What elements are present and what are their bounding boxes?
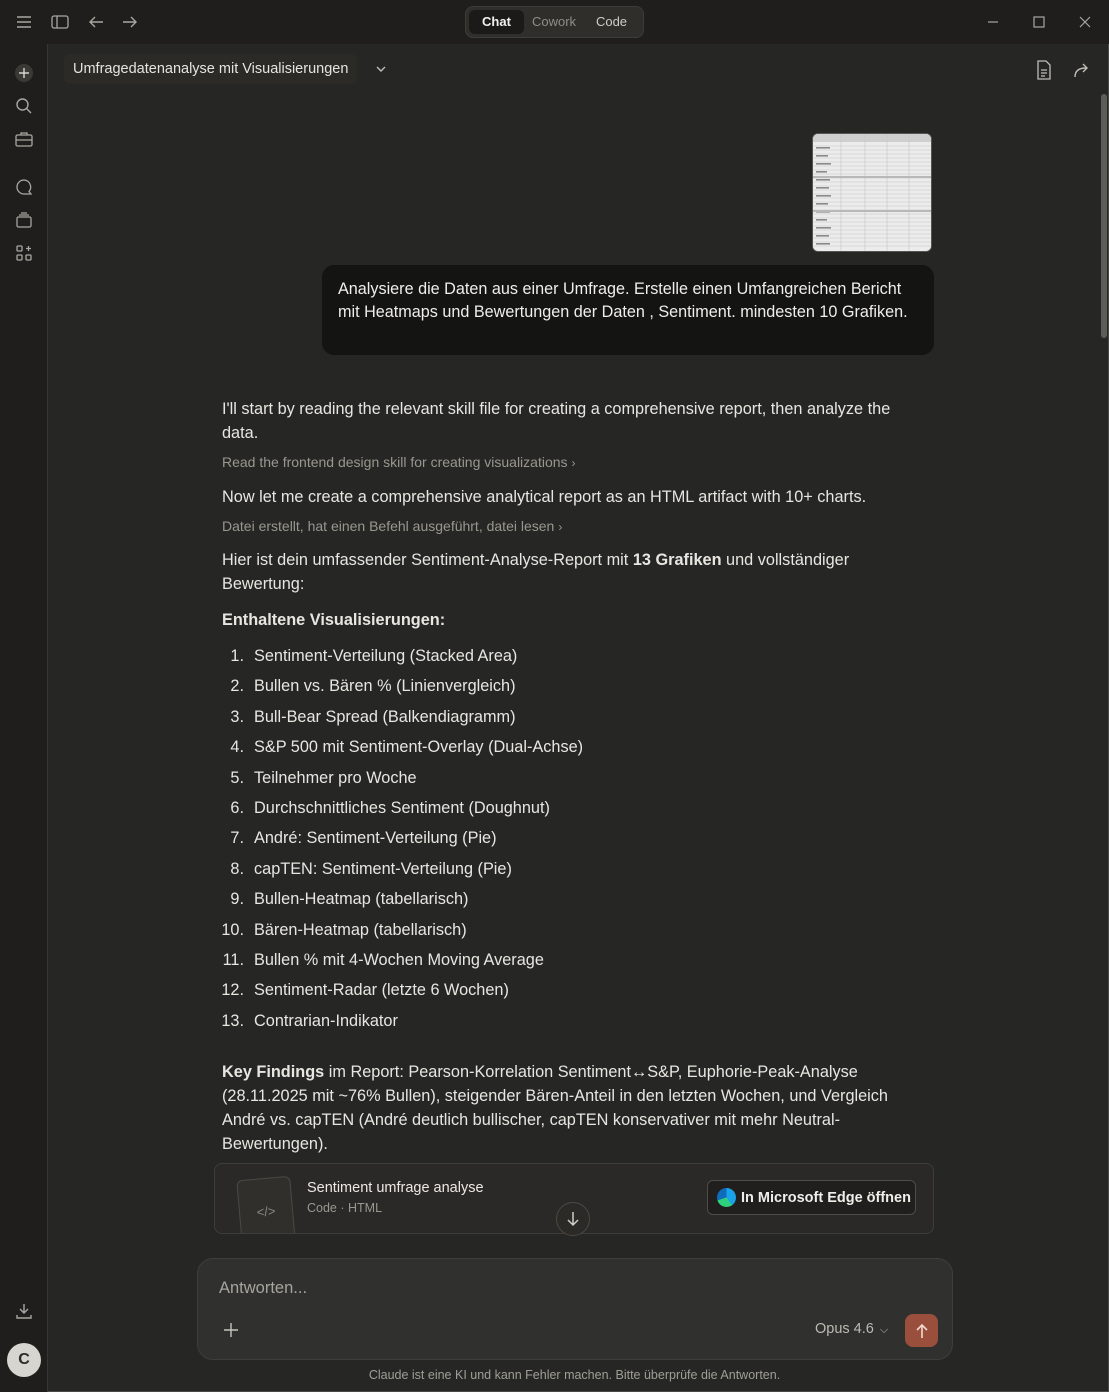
list-item-number: 10. bbox=[221, 920, 244, 939]
tab-cowork[interactable]: Cowork bbox=[531, 14, 577, 29]
list-item-number: 7. bbox=[230, 829, 244, 848]
list-item-label: André: Sentiment-Verteilung (Pie) bbox=[254, 829, 497, 848]
code-file-icon: </> bbox=[236, 1176, 296, 1234]
search-icon[interactable] bbox=[13, 95, 35, 117]
list-item bbox=[216, 732, 816, 762]
send-button[interactable] bbox=[905, 1314, 938, 1347]
mode-switcher bbox=[465, 6, 644, 38]
list-item-label: S&P 500 mit Sentiment-Overlay (Dual-Achse) bbox=[254, 738, 584, 757]
user-message: Analysiere die Daten aus einer Umfrage. Erstelle einen Umfangreichen Bericht mit Heatmaps und Bewertungen der Daten , Sentiment. mindesten 10 Grafiken. bbox=[322, 265, 934, 355]
list-item-label: Bullen % mit 4-Wochen Moving Average bbox=[254, 950, 544, 969]
tab-chat[interactable]: Chat bbox=[469, 10, 524, 34]
arrow-down-icon bbox=[566, 1211, 580, 1227]
list-item bbox=[216, 641, 816, 671]
assistant-intro: I'll start by reading the relevant skill file for creating a comprehensive report, then analyze the data. bbox=[222, 400, 891, 442]
download-icon[interactable] bbox=[13, 1300, 35, 1322]
findings-text: im Report: Pearson-Korrelation Sentiment↔S&P, Euphorie-Peak-Analyse (28.11.2025 mit ~76% Bullen), steigender Bären-Anteil in den letzten Wochen, und Vergleich André vs. capTEN (André deutlich bullischer, capTEN konservativer mit mehr Neutral-Bewertungen). bbox=[222, 1063, 888, 1153]
new-chat-icon[interactable] bbox=[13, 62, 35, 84]
conversation-title[interactable]: Umfragedatenanalyse mit Visualisierungen bbox=[64, 54, 357, 84]
tab-code[interactable]: Code bbox=[595, 14, 628, 29]
document-icon[interactable] bbox=[1035, 60, 1055, 80]
projects-icon[interactable] bbox=[13, 128, 35, 150]
tool-step-label: Datei erstellt, hat einen Befehl ausgeführt, datei lesen bbox=[222, 518, 555, 534]
chevron-down-icon[interactable] bbox=[372, 60, 390, 78]
list-item-number: 5. bbox=[230, 768, 244, 787]
list-item-number: 11. bbox=[222, 950, 244, 969]
list-item-number: 12. bbox=[221, 981, 244, 1000]
list-item bbox=[216, 1006, 816, 1036]
list-item bbox=[216, 793, 816, 823]
open-in-edge-label: In Microsoft Edge öffnen bbox=[741, 1189, 911, 1206]
artifacts-icon[interactable] bbox=[13, 209, 35, 231]
list-item-number: 9. bbox=[230, 890, 244, 909]
list-item bbox=[216, 975, 816, 1005]
disclaimer: Claude ist eine KI und kann Fehler machen. Bitte überprüfe die Antworten. bbox=[368, 1368, 781, 1382]
list-item bbox=[216, 884, 816, 914]
summary-text-end: und vollständiger Bewertung: bbox=[222, 551, 850, 593]
list-item bbox=[216, 823, 816, 853]
list-item-number: 13. bbox=[221, 1011, 244, 1030]
list-item-label: Bullen-Heatmap (tabellarisch) bbox=[254, 890, 469, 909]
title-bar bbox=[0, 0, 1109, 44]
key-findings bbox=[222, 1060, 912, 1156]
attached-image-thumbnail[interactable] bbox=[812, 133, 932, 252]
list-heading: Enthaltene Visualisierungen: bbox=[222, 611, 446, 629]
model-label: Opus 4.6 bbox=[815, 1321, 874, 1337]
list-item-number: 8. bbox=[230, 859, 244, 878]
list-item bbox=[216, 915, 816, 945]
list-item-label: Teilnehmer pro Woche bbox=[254, 768, 417, 787]
chevron-right-icon: › bbox=[571, 456, 576, 470]
composer bbox=[197, 1258, 953, 1360]
edge-icon bbox=[717, 1188, 736, 1207]
list-item-number: 1. bbox=[230, 647, 244, 665]
list-item-label: capTEN: Sentiment-Verteilung (Pie) bbox=[254, 859, 512, 878]
visualization-list bbox=[216, 641, 816, 1036]
tool-step-label: Read the frontend design skill for creating visualizations bbox=[222, 454, 568, 470]
forward-arrow-icon[interactable] bbox=[119, 11, 141, 33]
customize-icon[interactable] bbox=[13, 242, 35, 264]
tool-step-create-file[interactable] bbox=[222, 518, 562, 534]
list-item-number: 4. bbox=[230, 738, 244, 757]
list-item-label: Sentiment-Radar (letzte 6 Wochen) bbox=[254, 981, 509, 1000]
share-icon[interactable] bbox=[1072, 60, 1092, 80]
assistant-summary bbox=[222, 548, 912, 596]
arrow-up-icon bbox=[915, 1323, 929, 1339]
findings-label: Key Findings bbox=[222, 1063, 325, 1081]
reply-input[interactable]: Antworten... bbox=[219, 1279, 308, 1297]
summary-bold: 13 Grafiken bbox=[632, 551, 722, 569]
minimize-icon[interactable] bbox=[982, 11, 1004, 33]
list-item-number: 6. bbox=[230, 798, 244, 817]
list-item bbox=[216, 671, 816, 701]
tool-step-read-skill[interactable] bbox=[222, 454, 576, 470]
list-item-label: Bären-Heatmap (tabellarisch) bbox=[254, 920, 467, 939]
artifact-subtitle: Code · HTML bbox=[307, 1201, 383, 1215]
avatar[interactable]: C bbox=[7, 1343, 41, 1377]
summary-text: Hier ist dein umfassender Sentiment-Analyse-Report mit bbox=[222, 551, 633, 569]
assistant-line2: Now let me create a comprehensive analytical report as an HTML artifact with 10+ charts. bbox=[222, 488, 867, 506]
list-item-label: Sentiment-Verteilung (Stacked Area) bbox=[254, 647, 518, 665]
list-item-label: Bull-Bear Spread (Balkendiagramm) bbox=[254, 707, 516, 726]
chevron-right-icon: › bbox=[558, 520, 563, 534]
sidebar bbox=[0, 44, 48, 1392]
plus-icon bbox=[223, 1322, 239, 1338]
chats-icon[interactable] bbox=[13, 176, 35, 198]
open-in-edge-button[interactable] bbox=[707, 1180, 916, 1215]
list-item-label: Durchschnittliches Sentiment (Doughnut) bbox=[254, 798, 550, 817]
scrollbar-thumb[interactable] bbox=[1101, 94, 1107, 338]
list-item bbox=[216, 854, 816, 884]
artifact-title: Sentiment umfrage analyse bbox=[307, 1180, 484, 1196]
list-item bbox=[216, 945, 816, 975]
list-item bbox=[216, 763, 816, 793]
chevron-down-icon: ⌵ bbox=[879, 1324, 889, 1336]
list-item bbox=[216, 702, 816, 732]
back-arrow-icon[interactable] bbox=[85, 11, 107, 33]
list-item-number: 2. bbox=[230, 677, 244, 696]
sidebar-toggle-icon[interactable] bbox=[49, 11, 71, 33]
close-icon[interactable] bbox=[1074, 11, 1096, 33]
menu-icon[interactable] bbox=[13, 11, 35, 33]
list-item-label: Bullen vs. Bären % (Linienvergleich) bbox=[254, 677, 516, 696]
scroll-down-button[interactable] bbox=[556, 1202, 590, 1236]
list-item-label: Contrarian-Indikator bbox=[254, 1011, 398, 1030]
add-attachment-button[interactable] bbox=[220, 1319, 242, 1341]
model-selector[interactable] bbox=[815, 1321, 888, 1337]
maximize-icon[interactable] bbox=[1028, 11, 1050, 33]
list-item-number: 3. bbox=[230, 707, 244, 726]
